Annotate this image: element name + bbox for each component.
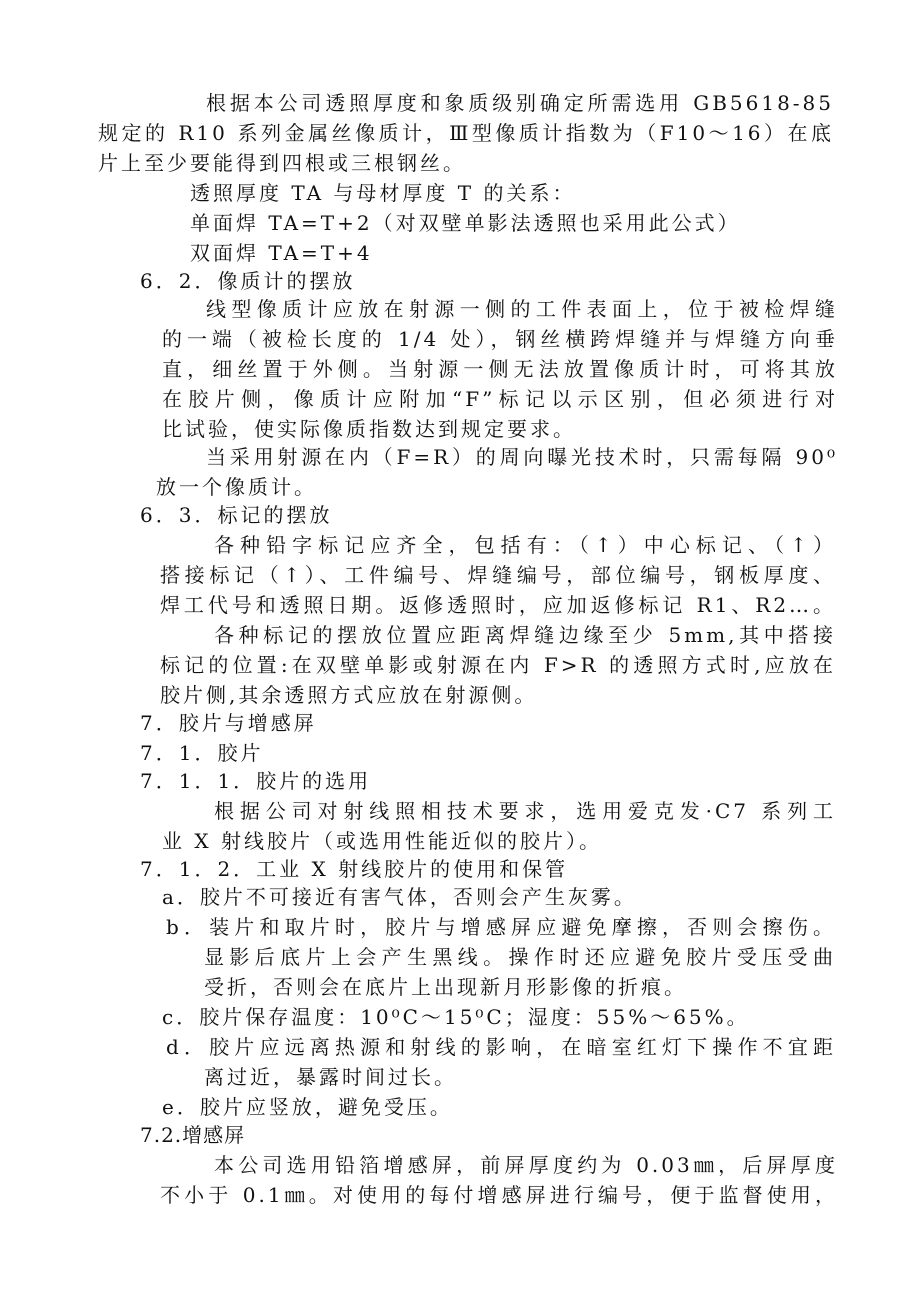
list-item: c．胶片保存温度：10⁰C～15⁰C；湿度：55%～65%。 xyxy=(162,1005,750,1029)
paragraph-line: 的一端（被检长度的 1/4 处），钢丝横跨焊缝并与焊缝方向垂 xyxy=(162,327,838,351)
paragraph-line: 根据本公司透照厚度和象质级别确定所需选用 GB5618-85 xyxy=(206,91,834,115)
section-heading: 7．胶片与增感屏 xyxy=(140,711,317,735)
paragraph-line: 放一个像质计。 xyxy=(156,475,317,499)
section-heading: 6．3．标记的摆放 xyxy=(140,503,333,527)
section-heading: 7．1．1．胶片的选用 xyxy=(140,769,372,793)
paragraph-line: 根据公司对射线照相技术要求，选用爱克发·C7 系列工 xyxy=(214,799,836,823)
list-item: a．胶片不可接近有害气体，否则会产生灰雾。 xyxy=(162,885,637,909)
paragraph-line: 线型像质计应放在射源一侧的工件表面上，位于被检焊缝 xyxy=(206,297,838,321)
paragraph-line: 焊工代号和透照日期。返修透照时，应加返修标记 R1、R2…。 xyxy=(160,593,836,617)
section-heading: 7．1．2．工业 X 射线胶片的使用和保管 xyxy=(140,857,569,881)
section-heading: 7.2.增感屏 xyxy=(140,1123,246,1147)
paragraph-line: 各种铅字标记应齐全，包括有：（↑）中心标记、（↑） xyxy=(214,533,836,557)
list-item-continuation: 显影后底片上会产生黑线。操作时还应避免胶片受压受曲 xyxy=(204,945,836,969)
paragraph-line: 在胶片侧，像质计应附加“F”标记以示区别，但必须进行对 xyxy=(162,387,838,411)
paragraph-line: 各种标记的摆放位置应距离焊缝边缘至少 5mm,其中搭接 xyxy=(214,623,836,647)
paragraph-line: 当采用射源在内（F=R）的周向曝光技术时，只需每隔 90⁰ xyxy=(206,445,838,469)
paragraph-line: 不小于 0.1㎜。对使用的每付增感屏进行编号，便于监督使用， xyxy=(160,1183,838,1207)
formula-line: 单面焊 TA=T+2（对双壁单影法透照也采用此公式） xyxy=(190,211,741,235)
list-item: b．装片和取片时，胶片与增感屏应避免摩擦，否则会擦伤。 xyxy=(166,915,836,939)
list-item-continuation: 受折，否则会在底片上出现新月形影像的折痕。 xyxy=(204,975,687,999)
paragraph-line: 业 X 射线胶片（或选用性能近似的胶片）。 xyxy=(162,829,602,853)
list-item: d．胶片应远离热源和射线的影响，在暗室红灯下操作不宜距 xyxy=(166,1035,836,1059)
paragraph-line: 规定的 R10 系列金属丝像质计，Ⅲ型像质计指数为（F10～16）在底 xyxy=(98,121,834,145)
section-heading: 6．2．像质计的摆放 xyxy=(140,269,356,293)
list-item-continuation: 离过近，暴露时间过长。 xyxy=(204,1065,457,1089)
paragraph-line: 片上至少要能得到四根或三根钢丝。 xyxy=(98,151,466,175)
paragraph-line: 直，细丝置于外侧。当射源一侧无法放置像质计时，可将其放 xyxy=(162,357,838,381)
paragraph-line: 本公司选用铅箔增感屏，前屏厚度约为 0.03㎜，后屏厚度 xyxy=(214,1153,838,1177)
paragraph-line: 搭接标记（↑）、工件编号、焊缝编号，部位编号，钢板厚度、 xyxy=(160,563,836,587)
paragraph-line: 标记的位置:在双壁单影或射源在内 F>R 的透照方式时,应放在 xyxy=(160,653,836,677)
paragraph-line: 透照厚度 TA 与母材厚度 T 的关系： xyxy=(190,181,576,205)
formula-line: 双面焊 TA=T+4 xyxy=(190,241,373,265)
section-heading: 7．1．胶片 xyxy=(140,741,264,765)
paragraph-line: 比试验，使实际像质指数达到规定要求。 xyxy=(162,417,576,441)
list-item: e．胶片应竖放，避免受压。 xyxy=(162,1095,453,1119)
paragraph-line: 胶片侧,其余透照方式应放在射源侧。 xyxy=(160,683,538,707)
